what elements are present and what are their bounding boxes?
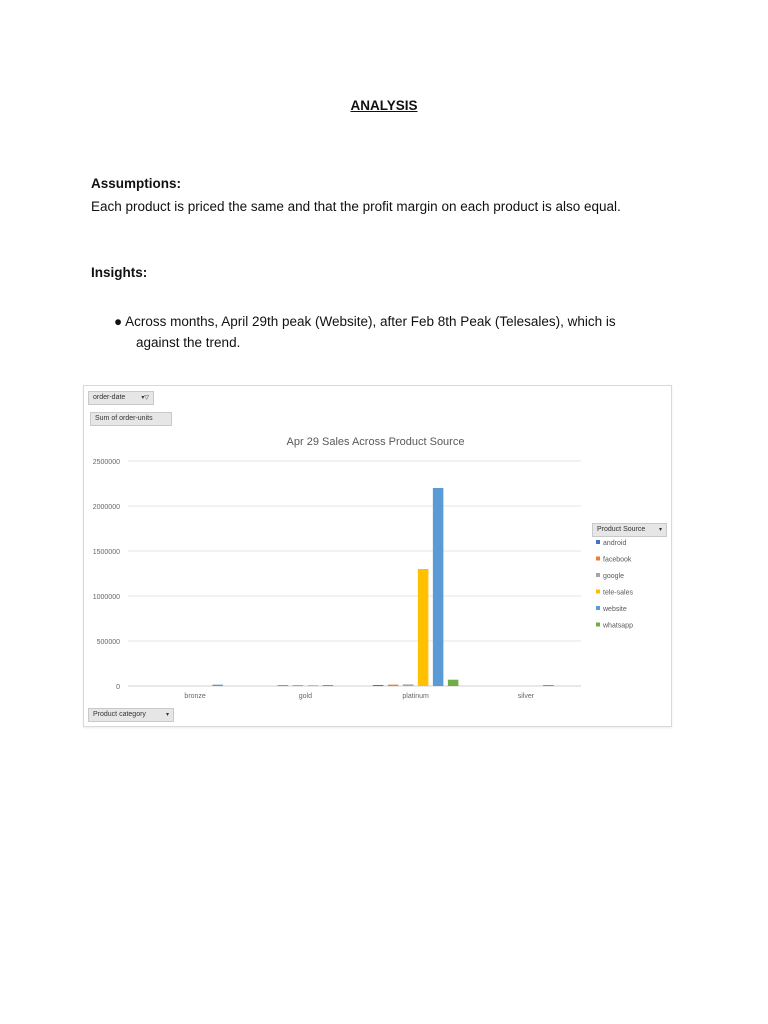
- legend-swatch-google: [596, 573, 600, 577]
- product-category-label: Product category: [93, 711, 146, 718]
- order-date-filter-label: order-date: [93, 394, 126, 401]
- bar-google-platinum: [403, 684, 414, 686]
- assumptions-text: Each product is priced the same and that the profit margin on each product is also equal.: [91, 199, 621, 214]
- bar-facebook-gold: [278, 685, 289, 686]
- legend-label-facebook: facebook: [603, 556, 632, 564]
- y-tick-label: 1000000: [92, 594, 120, 601]
- bar-website-bronze: [212, 685, 223, 686]
- bar-tele-sales-gold: [308, 685, 319, 686]
- x-tick-label: platinum: [402, 693, 429, 700]
- chart-plot: [84, 386, 671, 726]
- legend-swatch-android: [596, 540, 600, 544]
- y-tick-label: 0: [116, 684, 120, 691]
- bullet-line-1: Across months, April 29th peak (Website), after Feb 8th Peak (Telesales), which is: [125, 314, 616, 329]
- bullet-marker: ●: [114, 314, 123, 329]
- insight-bullet: [114, 311, 674, 353]
- product-source-label: Product Source: [597, 526, 646, 533]
- document-title: ANALYSIS: [350, 98, 418, 113]
- chart-title: Apr 29 Sales Across Product Source: [286, 436, 465, 448]
- bar-whatsapp-platinum: [448, 680, 459, 686]
- filter-icon: ▾▽: [141, 395, 149, 401]
- y-tick-label: 2500000: [92, 459, 120, 466]
- legend-swatch-website: [596, 606, 600, 610]
- assumptions-heading: Assumptions:: [91, 176, 182, 191]
- bar-facebook-platinum: [388, 685, 399, 686]
- bar-website-silver: [543, 685, 554, 686]
- legend-label-google: google: [603, 573, 625, 580]
- pivot-chart: [83, 385, 672, 727]
- y-tick-label: 2000000: [92, 504, 120, 511]
- value-field-label: Sum of order-units: [95, 415, 153, 422]
- legend-label-website: website: [603, 606, 627, 613]
- legend-label-whatsapp: whatsapp: [603, 622, 633, 630]
- x-tick-label: gold: [298, 693, 312, 700]
- legend-label-tele-sales: tele-sales: [603, 589, 633, 597]
- x-tick-label: silver: [517, 693, 535, 700]
- dropdown-icon: ▾: [165, 712, 169, 718]
- y-tick-label: 500000: [96, 639, 120, 646]
- bar-website-gold: [323, 685, 334, 686]
- bullet-line-2: against the trend.: [136, 335, 241, 350]
- y-tick-label: 1500000: [92, 549, 120, 556]
- bar-google-gold: [293, 685, 304, 686]
- legend-swatch-facebook: [596, 557, 600, 561]
- bar-tele-sales-platinum: [418, 569, 429, 686]
- legend-label-android: android: [603, 540, 627, 547]
- legend-swatch-tele-sales: [596, 590, 600, 594]
- bar-android-platinum: [373, 685, 384, 686]
- dropdown-icon: ▾: [658, 527, 662, 533]
- bar-website-platinum: [433, 488, 444, 686]
- insights-heading: Insights:: [91, 265, 148, 280]
- legend-swatch-whatsapp: [596, 623, 600, 627]
- x-tick-label: bronze: [184, 693, 206, 700]
